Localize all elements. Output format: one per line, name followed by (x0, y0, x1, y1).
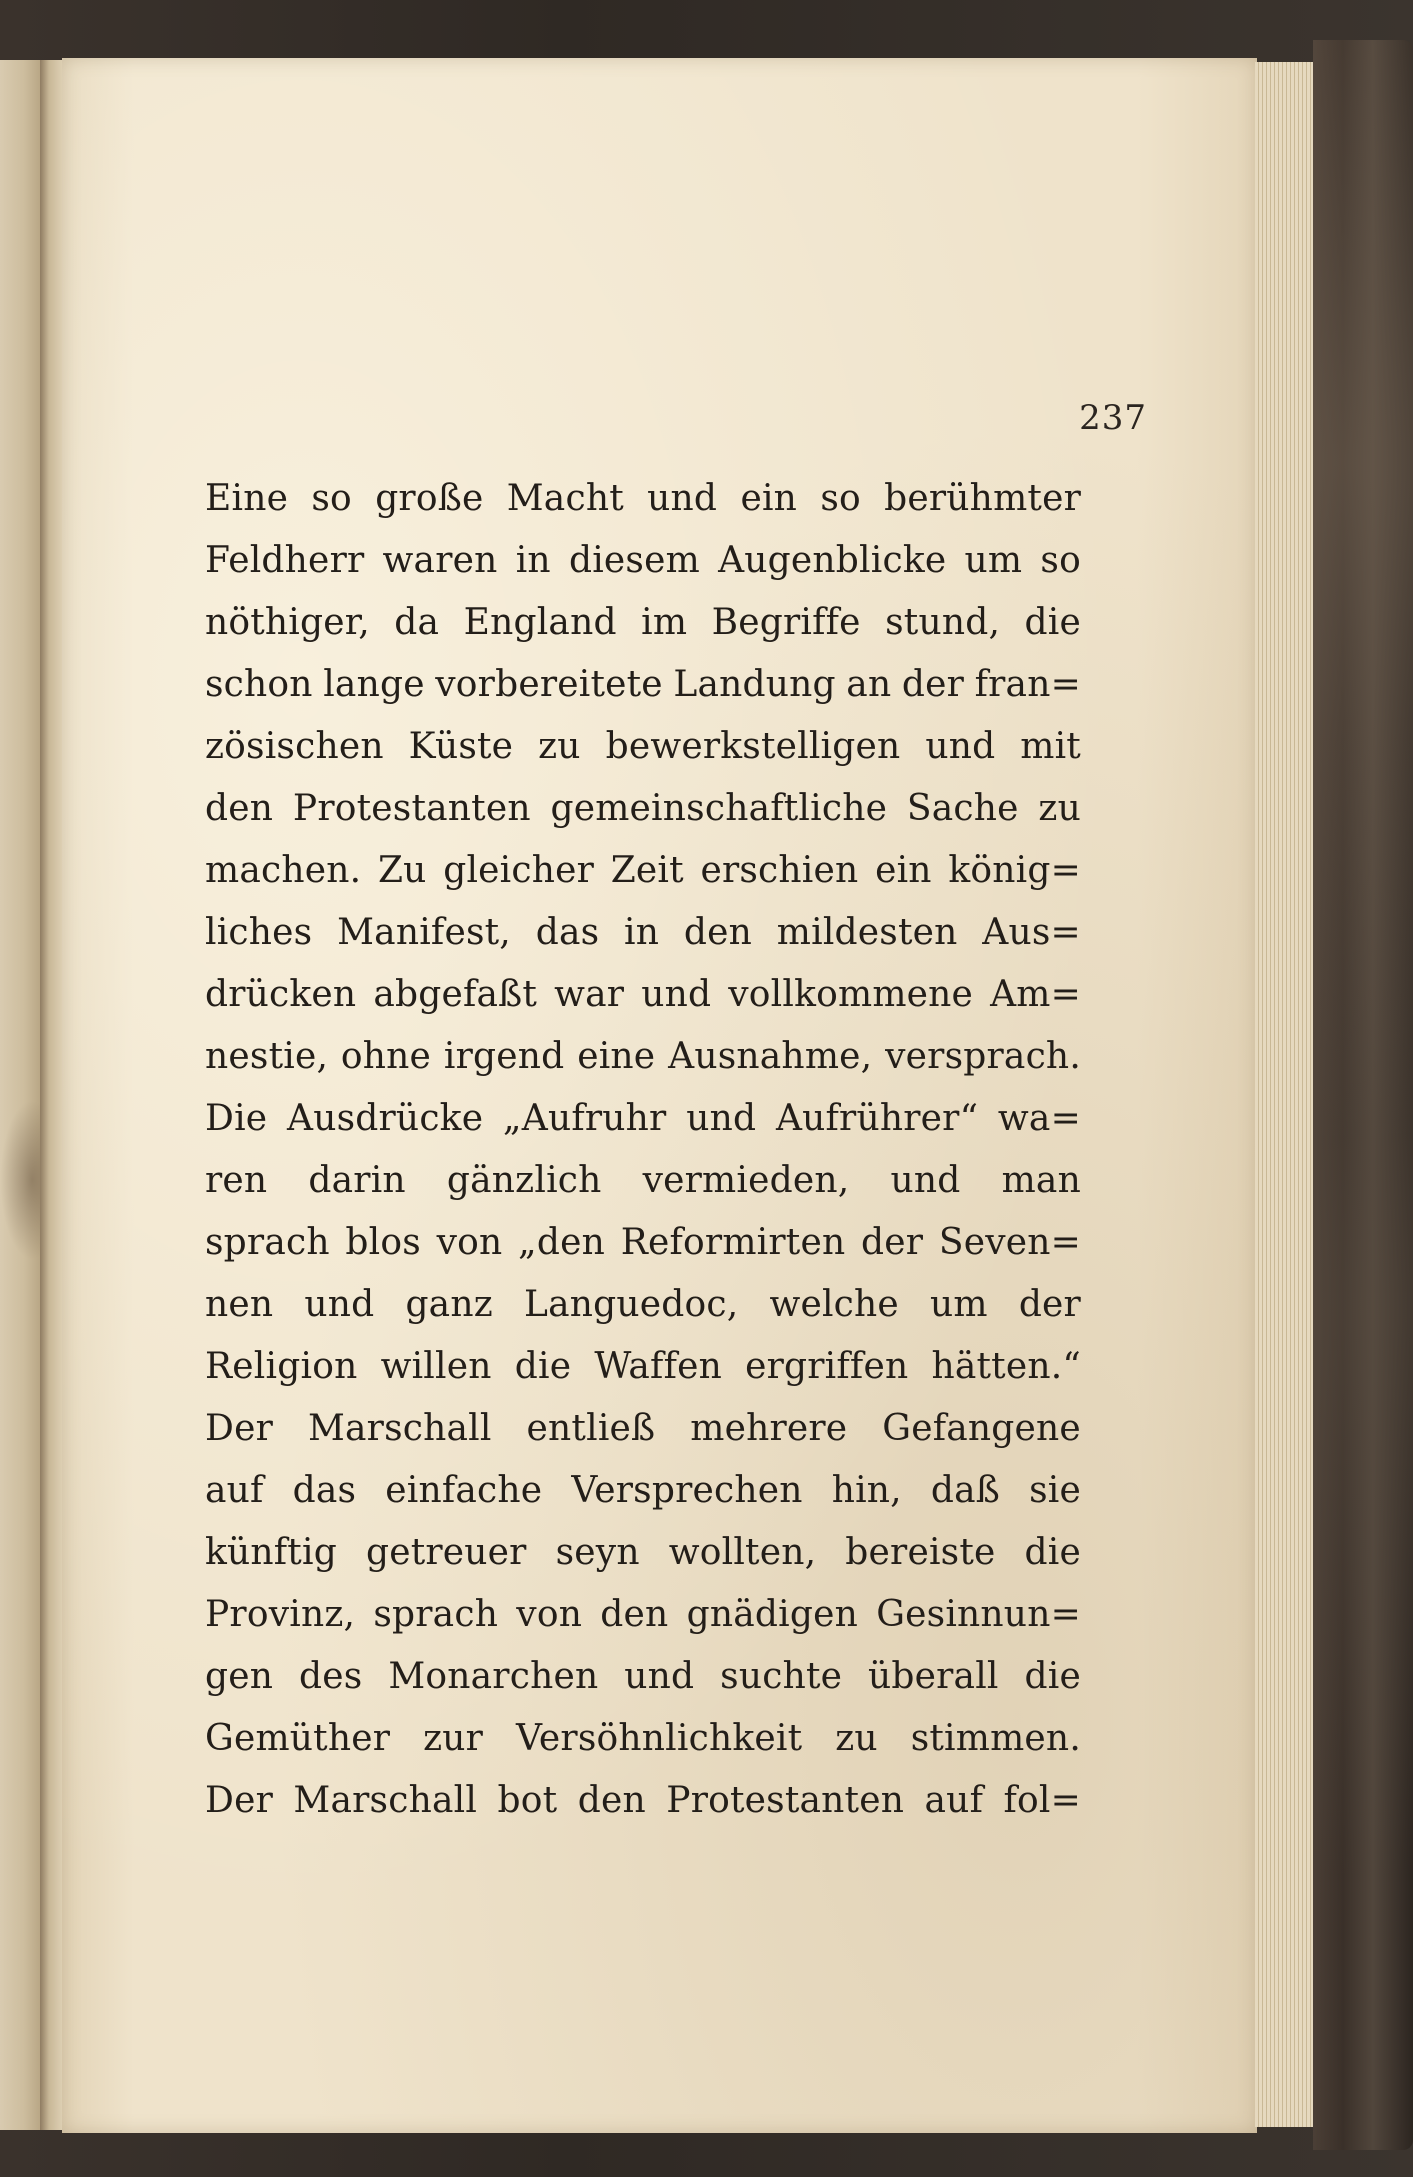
text-line (205, 1150, 1081, 1212)
word: wa= (997, 1098, 1081, 1139)
word: den (205, 788, 274, 829)
word: Seven= (938, 1222, 1081, 1263)
word: ganz (405, 1284, 493, 1325)
page-text (205, 468, 1081, 1832)
word: Religion (205, 1346, 358, 1387)
word: einfache (385, 1470, 543, 1511)
text-line (205, 468, 1081, 530)
text-line (205, 778, 1081, 840)
text-line (205, 1646, 1081, 1708)
text-line (205, 530, 1081, 592)
text-line (205, 716, 1081, 778)
word: in (515, 540, 551, 581)
word: Aufrührer“ (775, 1098, 979, 1139)
word: sie (1029, 1470, 1081, 1511)
word: mehrere (690, 1408, 848, 1449)
word: ergriffen (745, 1346, 909, 1387)
word: im (641, 602, 688, 643)
word: bewerkstelligen (605, 726, 901, 767)
word: Ausnahme, (668, 1036, 873, 1077)
word: gnädigen (686, 1594, 858, 1635)
word: von (516, 1594, 583, 1635)
text-line (205, 1088, 1081, 1150)
word: künftig (205, 1532, 337, 1573)
text-line (205, 1708, 1081, 1770)
word: Gefangene (882, 1408, 1081, 1449)
word: die (514, 1346, 572, 1387)
word: Küste (408, 726, 514, 767)
word: versprach. (885, 1036, 1081, 1077)
word: Waffen (594, 1346, 722, 1387)
word: England (463, 602, 617, 643)
word: Versöhnlichkeit (516, 1718, 803, 1759)
word: Languedoc, (523, 1284, 739, 1325)
word: Versprechen (571, 1470, 803, 1511)
word: das (292, 1470, 357, 1511)
page-edges (1255, 62, 1317, 2127)
text-line (205, 902, 1081, 964)
word: der (861, 1222, 924, 1263)
word: das (535, 912, 600, 953)
word: des (299, 1656, 363, 1697)
text-line (205, 654, 1081, 716)
word: gänzlich (446, 1160, 602, 1201)
word: Protestanten (666, 1780, 905, 1821)
word: Zeit (610, 850, 684, 891)
word: und (686, 1098, 757, 1139)
page-number: 237 (1079, 398, 1147, 438)
word: in (624, 912, 660, 953)
word: war (554, 974, 625, 1015)
word: die (1024, 1656, 1081, 1697)
word: gemeinschaftliche (550, 788, 888, 829)
word: von (436, 1222, 503, 1263)
word: seyn (555, 1532, 640, 1573)
word: an (846, 664, 892, 705)
word: hin, (831, 1470, 902, 1511)
word: entließ (526, 1408, 656, 1449)
word: auf (924, 1780, 984, 1821)
word: „den (518, 1222, 606, 1263)
word: fol= (1003, 1780, 1081, 1821)
word: und (641, 974, 712, 1015)
word: getreuer (365, 1532, 527, 1573)
word: irgend (443, 1036, 565, 1077)
word: und (925, 726, 996, 767)
word: zu (1038, 788, 1081, 829)
word: zu (835, 1718, 878, 1759)
word: stund, (885, 602, 1001, 643)
word: Gesinnun= (876, 1594, 1081, 1635)
text-line (205, 1584, 1081, 1646)
word: lange (323, 664, 425, 705)
word: überall (868, 1656, 999, 1697)
word: abgefaßt (373, 974, 538, 1015)
word: eine (577, 1036, 656, 1077)
word: so (820, 478, 861, 519)
book-cover (1313, 40, 1413, 2150)
word: waren (382, 540, 498, 581)
text-line (205, 1770, 1081, 1832)
word: Feldherr (205, 540, 365, 581)
word: mit (1020, 726, 1081, 767)
word: Gemüther (205, 1718, 391, 1759)
word: bot (497, 1780, 558, 1821)
word: große (375, 478, 484, 519)
word: den (683, 912, 753, 953)
word: zu (538, 726, 581, 767)
word: zur (423, 1718, 484, 1759)
word: vorbereitete (435, 664, 663, 705)
word: diesem (568, 540, 700, 581)
word: willen (380, 1346, 492, 1387)
word: Zu (377, 850, 427, 891)
word: da (394, 602, 440, 643)
word: Sache (906, 788, 1019, 829)
word: Begriffe (711, 602, 861, 643)
word: wollten, (668, 1532, 817, 1573)
word: und (624, 1656, 695, 1697)
word: der (901, 664, 965, 705)
word: Eine (205, 478, 289, 519)
word: ein (875, 850, 932, 891)
word: den (577, 1780, 646, 1821)
word: Marschall (293, 1780, 478, 1821)
text-line (205, 1336, 1081, 1398)
word: Am= (990, 974, 1081, 1015)
word: um (964, 540, 1023, 581)
text-line (205, 1398, 1081, 1460)
left-page-edge (0, 60, 42, 2130)
text-line (205, 840, 1081, 902)
text-line (205, 1274, 1081, 1336)
word: „Aufruhr (502, 1098, 667, 1139)
word: drücken (205, 974, 357, 1015)
word: auf (205, 1470, 264, 1511)
text-line (205, 964, 1081, 1026)
text-line (205, 1212, 1081, 1274)
word: nen (205, 1284, 274, 1325)
word: sprach (205, 1222, 330, 1263)
word: berühmter (884, 478, 1081, 519)
word: bereiste (845, 1532, 996, 1573)
word: Augenblicke (718, 540, 947, 581)
word: fran= (974, 664, 1081, 705)
word: liches (205, 912, 313, 953)
word: daß (930, 1470, 1001, 1511)
word: die (1024, 1532, 1081, 1573)
word: die (1024, 602, 1081, 643)
word: Manifest, (337, 912, 511, 953)
word: Der (205, 1780, 273, 1821)
word: darin (308, 1160, 406, 1201)
word: Der (205, 1408, 273, 1449)
word: vermieden, (642, 1160, 850, 1201)
page-stain (0, 1100, 40, 1260)
word: so (1040, 540, 1081, 581)
word: zösischen (205, 726, 384, 767)
word: hätten.“ (931, 1346, 1081, 1387)
word: Provinz, (205, 1594, 356, 1635)
word: gen (205, 1656, 274, 1697)
word: Marschall (307, 1408, 492, 1449)
word: welche (769, 1284, 899, 1325)
word: man (1001, 1160, 1081, 1201)
word: Protestanten (292, 788, 531, 829)
word: und (304, 1284, 375, 1325)
word: den (600, 1594, 669, 1635)
word: nestie, (205, 1036, 329, 1077)
word: ein (740, 478, 798, 519)
word: Monarchen (388, 1656, 599, 1697)
text-line (205, 1026, 1081, 1088)
word: der (1018, 1284, 1081, 1325)
word: machen. (205, 850, 362, 891)
word: so (311, 478, 352, 519)
book-page (62, 58, 1257, 2133)
word: sprach (373, 1594, 499, 1635)
word: Aus= (982, 912, 1081, 953)
word: gleicher (443, 850, 595, 891)
word: Macht (506, 478, 624, 519)
word: stimmen. (910, 1718, 1081, 1759)
word: ohne (340, 1036, 432, 1077)
text-line (205, 1460, 1081, 1522)
word: Landung (673, 664, 836, 705)
word: könig= (948, 850, 1081, 891)
word: und (890, 1160, 961, 1201)
word: Ausdrücke (287, 1098, 484, 1139)
word: blos (345, 1222, 421, 1263)
word: und (647, 478, 718, 519)
word: schon (205, 664, 313, 705)
word: nöthiger, (205, 602, 370, 643)
word: Die (205, 1098, 268, 1139)
text-line (205, 1522, 1081, 1584)
word: vollkommene (728, 974, 974, 1015)
word: ren (205, 1160, 268, 1201)
text-line (205, 592, 1081, 654)
word: um (930, 1284, 988, 1325)
word: erschien (700, 850, 859, 891)
word: mildesten (776, 912, 958, 953)
word: suchte (720, 1656, 843, 1697)
word: Reformirten (620, 1222, 846, 1263)
